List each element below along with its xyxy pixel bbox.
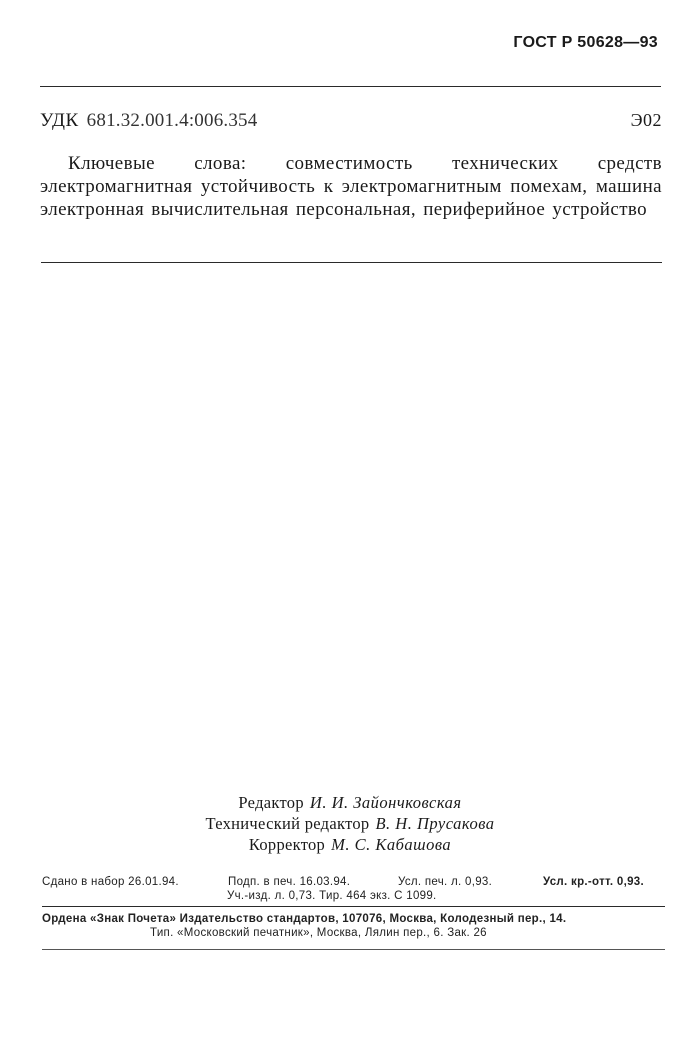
imprint-code: С 1099. [394, 890, 437, 902]
credit-person: И. И. Зайончковская [309, 793, 462, 812]
imprint-circulation: Тир. 464 экз. [319, 890, 391, 902]
imprint-print-sheets: Усл. печ. л. 0,93. [398, 876, 493, 888]
udk-label: УДК [40, 110, 79, 131]
imprint-row-2 [227, 890, 437, 902]
credit-person: М. С. Кабашова [331, 835, 452, 854]
imprint-color-prints: Усл. кр.-отт. 0,93. [543, 876, 644, 888]
imprint-submitted: Сдано в набор 26.01.94. [42, 876, 179, 888]
credits-block [0, 792, 700, 855]
credit-person: В. Н. Прусакова [375, 814, 495, 833]
keywords-divider [41, 262, 662, 263]
imprint-divider [42, 906, 665, 907]
publisher-line-1 [42, 913, 566, 925]
standard-code: ГОСТ Р 50628—93 [513, 34, 658, 51]
udk-block [40, 110, 257, 132]
header-divider [40, 86, 661, 87]
publisher-address: Издательство стандартов, 107076, Москва, Колодезный пер., 14. [179, 913, 567, 925]
credit-editor [0, 792, 700, 813]
credit-technical-editor [0, 813, 700, 834]
udk-code: 681.32.001.4:006.354 [86, 110, 258, 131]
imprint-row-1 [42, 876, 644, 888]
publisher-award: Ордена «Знак Почета» [42, 913, 177, 925]
imprint-pub-sheets: Уч.-изд. л. 0,73. [227, 890, 316, 902]
classification-line [40, 110, 662, 132]
credit-role: Технический редактор [205, 814, 370, 833]
imprint-signed: Подп. в печ. 16.03.94. [228, 876, 351, 888]
group-code: Э02 [630, 110, 662, 130]
credit-role: Корректор [248, 835, 326, 854]
credit-role: Редактор [238, 793, 304, 812]
credit-proofreader [0, 834, 700, 855]
printer-line: Тип. «Московский печатник», Москва, Лялин пер., 6. Зак. 26 [150, 927, 487, 939]
footer-divider [42, 949, 665, 950]
keywords-paragraph: Ключевые слова: совместимость технических средств электромагнитная устойчивость к электромагнитным помехам, машина электронная вычислительная персональная, периферийное устройство [40, 153, 662, 220]
